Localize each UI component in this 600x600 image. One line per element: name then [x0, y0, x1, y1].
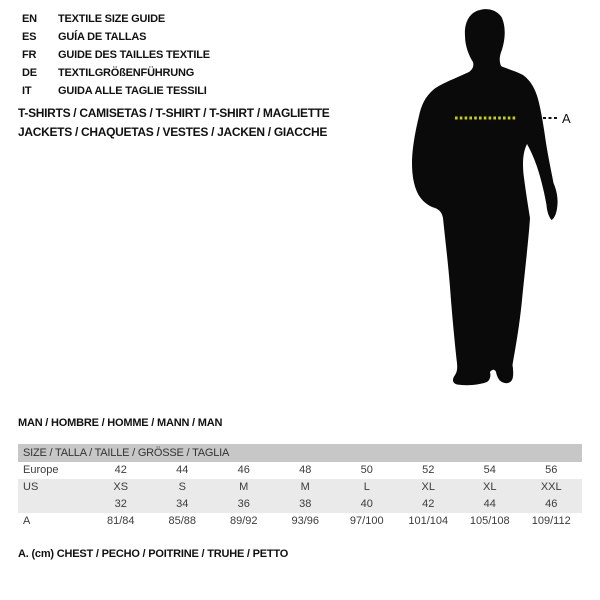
table-row-chest-cm: [18, 513, 582, 530]
lang-row-es: [22, 28, 210, 46]
size-value: 101/104: [408, 515, 449, 527]
lang-row-fr: [22, 46, 210, 64]
size-value: XL: [421, 481, 435, 493]
lang-code: FR: [22, 49, 37, 61]
lang-row-it: [22, 82, 210, 100]
lang-code: EN: [22, 13, 37, 25]
size-value: 81/84: [106, 515, 135, 527]
lang-row-en: [22, 10, 210, 28]
section-title: MAN / HOMBRE / HOMME / MANN / MAN: [18, 417, 223, 429]
lang-label: GUIDA ALLE TAGLIE TESSILI: [58, 85, 207, 97]
size-value: 34: [176, 498, 189, 510]
size-value: 46: [545, 498, 558, 510]
size-value: 56: [545, 464, 558, 476]
row-label: [18, 496, 90, 513]
size-value: XXL: [540, 481, 562, 493]
man-silhouette: [412, 9, 558, 385]
size-value: 44: [176, 464, 189, 476]
size-value: 44: [483, 498, 496, 510]
size-value: XS: [113, 481, 129, 493]
size-value: 42: [114, 464, 127, 476]
lang-row-de: [22, 64, 210, 82]
size-value: 40: [360, 498, 373, 510]
size-value: 54: [483, 464, 496, 476]
size-value: 97/100: [349, 515, 384, 527]
size-value: 85/88: [168, 515, 197, 527]
lang-label: GUÍA DE TALLAS: [58, 31, 147, 43]
measurement-note: A. (cm) CHEST / PECHO / POITRINE / TRUHE / PETTO: [18, 548, 289, 560]
table-row-us-numbers: [18, 496, 582, 513]
man-silhouette-figure: [395, 0, 600, 400]
table-row-us-letters: [18, 479, 582, 496]
measure-label-a: A: [562, 111, 571, 126]
table-row-europe: [18, 462, 582, 479]
row-label: US: [23, 481, 39, 493]
lang-code: DE: [22, 67, 37, 79]
size-value: 93/96: [291, 515, 320, 527]
size-value: 52: [422, 464, 435, 476]
row-label: Europe: [23, 464, 59, 476]
size-table: [18, 444, 582, 530]
size-value: 32: [114, 498, 127, 510]
category-jackets: JACKETS / CHAQUETAS / VESTES / JACKEN / GIACCHE: [18, 125, 328, 139]
lang-label: TEXTILGRÖßENFÜHRUNG: [58, 67, 195, 79]
size-value: 48: [299, 464, 312, 476]
size-value: 36: [237, 498, 250, 510]
size-value: 46: [237, 464, 250, 476]
size-value: M: [239, 481, 249, 493]
size-value: 109/112: [531, 515, 571, 527]
language-list: [22, 10, 210, 100]
lang-code: ES: [22, 31, 37, 43]
lang-label: TEXTILE SIZE GUIDE: [58, 13, 166, 25]
size-value: 89/92: [229, 515, 258, 527]
category-lines: [18, 104, 330, 142]
lang-label: GUIDE DES TAILLES TEXTILE: [58, 49, 210, 61]
size-value: 50: [360, 464, 373, 476]
size-value: XL: [483, 481, 497, 493]
size-value: 42: [422, 498, 435, 510]
lang-code: IT: [22, 85, 32, 97]
category-tshirts: T-SHIRTS / CAMISETAS / T-SHIRT / T-SHIRT / MAGLIETTE: [18, 106, 330, 120]
row-label: A: [23, 515, 31, 527]
size-table-header: SIZE / TALLA / TAILLE / GRÖSSE / TAGLIA: [18, 444, 582, 462]
size-value: 105/108: [469, 515, 510, 527]
size-value: 38: [299, 498, 312, 510]
size-value: M: [300, 481, 310, 493]
size-value: L: [363, 481, 370, 493]
size-value: S: [178, 481, 186, 493]
